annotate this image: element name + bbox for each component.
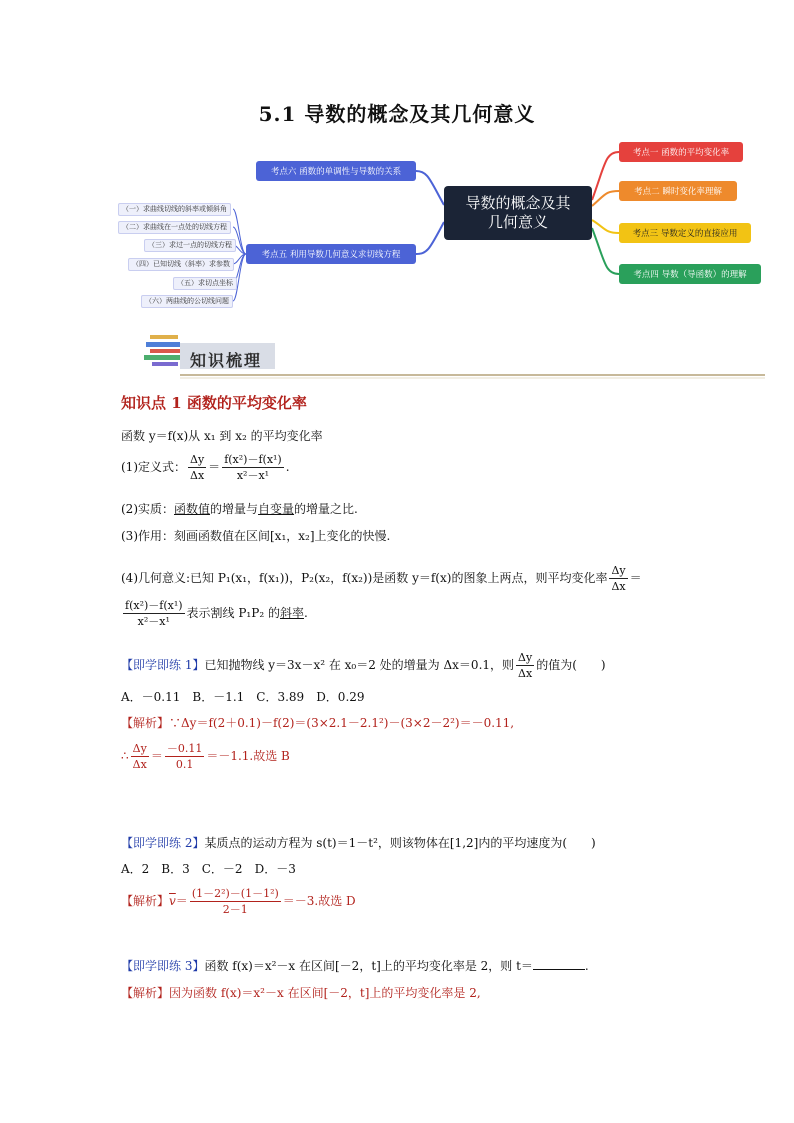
intro-line: 函数 y＝f(x)从 x₁ 到 x₂ 的平均变化率 [121,429,323,443]
mindmap-sub-6: （六）两曲线的公切线问题 [141,295,233,308]
fraction-secant: $\frac{\text{f(x²)－f(x¹)}}{\text{x²－x¹}}$ [125,599,183,628]
mindmap-sub-3: （三）求过一点的切线方程 [144,239,236,252]
mindmap-sub-1: （一）求曲线切线的斜率或倾斜角 [118,203,231,216]
exercise-1-solution-line-1: 【解析】∵Δy＝f(2＋0.1)－f(2)＝(3×2.1－2.1²)－(3×2－2²)＝－0.11, [121,716,515,730]
mindmap-node-k3: 考点三 导数定义的直接应用 [619,223,751,243]
exercise-2-question: 【即学即练 2】某质点的运动方程为 s(t)＝1－t²，则该物体在[1,2]内的平均速度为( ) [121,836,596,850]
mindmap-node-k5: 考点五 利用导数几何意义求切线方程 [246,244,416,264]
effect-line: (3)作用：刻画函数值在区间[x₁，x₂]上变化的快慢. [121,529,391,543]
fraction-ex1-sol-left: $\frac{\Delta y}{\Delta x}$ [132,742,147,771]
geometric-line-1: (4)几何意义:已知 P₁(x₁，f(x₁))，P₂(x₂，f(x₂))是函数 y＝f(x)的图象上两点，则平均变化率 $\frac{\Delta y}{\Delta x}$ ＝ [121,564,642,593]
exercise-1-tag: 【即学即练 1】 [121,658,205,672]
page-title: 5.1 导数的概念及其几何意义 [258,102,536,126]
exercise-2-solution-tag: 【解析】 [121,894,170,908]
exercise-2-tag: 【即学即练 2】 [121,836,205,850]
essence-line: (2)实质：函数值的增量与自变量的增量之比. [121,502,358,516]
geometric-line-2: $\frac{\text{f(x²)－f(x¹)}}{\text{x²－x¹}}$ 表示割线 P₁P₂ 的斜率. [125,599,308,628]
underline-slope: 斜率 [279,606,304,620]
exercise-1-question: 【即学即练 1】已知抛物线 y＝3x－x² 在 x₀＝2 处的增量为 Δx＝0.1，则 $\frac{\Delta y}{\Delta x}$ 的值为( ) [121,651,606,680]
fraction-ex2-sol: $\frac{\text{(1－2²)－(1－1²)}}{2-1}$ [191,887,279,916]
exercise-2-solution: 【解析】$\overline{v}=$ $\frac{\text{(1－2²)－(1－1²)}}{2-1}$ ＝－3.故选 D [121,887,356,916]
mindmap-node-k4: 考点四 导数（导函数）的理解 [619,264,761,284]
exercise-3-solution-tag: 【解析】 [121,986,170,1000]
mindmap-center-node [444,186,592,240]
exercise-1-options: A．－0.11 B．－1.1 C．3.89 D．0.29 [121,690,365,704]
mindmap-sub-2: （二）求曲线在一点处的切线方程 [118,221,231,234]
answer-blank [533,959,585,970]
fraction-definition: $\frac{\text{f(x²)－f(x¹)}}{\text{x²－x¹}}$ [224,453,282,482]
center-line-1: 导数的概念及其 [465,194,571,212]
exercise-3-solution: 【解析】因为函数 f(x)＝x²－x 在区间[－2，t]上的平均变化率是 2, [121,986,481,1000]
mindmap-sub-5: （五）求切点坐标 [173,277,237,290]
exercise-3-tag: 【即学即练 3】 [121,959,205,973]
underline-function-value: 函数值 [174,502,211,516]
center-line-2: 几何意义 [487,213,548,231]
exercise-3-question: 【即学即练 3】函数 f(x)＝x²－x 在区间[－2，t]上的平均变化率是 2，则 t＝ . [121,959,589,973]
mindmap-sub-4: （四）已知切线（斜率）求参数 [128,258,234,271]
knowledge-banner-label: 知识梳理 [190,351,263,370]
mindmap-node-k6: 考点六 函数的单调性与导数的关系 [256,161,416,181]
exercise-1-solution-line-2: ∴ $\frac{\Delta y}{\Delta x}$ ＝ $\frac{-0.11}{0.1}$ ＝－1.1.故选 B [121,742,290,771]
mindmap-node-k2: 考点二 瞬时变化率理解 [619,181,737,201]
exercise-1-solution-tag: 【解析】 [121,716,170,730]
mindmap-node-k1: 考点一 函数的平均变化率 [619,142,743,162]
fraction-ex1-q: $\frac{\Delta y}{\Delta x}$ [518,651,533,680]
definition-line: (1)定义式： $\frac{\Delta y}{\Delta x}$ ＝ $\frac{\text{f(x²)－f(x¹)}}{\text{x²－x¹}}$ . [121,453,290,482]
fraction-dy-dx: $\frac{\Delta y}{\Delta x}$ [190,453,205,482]
underline-independent-variable: 自变量 [258,502,295,516]
velocity-symbol: $\overline{v}$ [169,894,176,908]
exercise-2-options: A．2 B．3 C．－2 D．－3 [121,862,296,876]
section-heading: 知识点 1 函数的平均变化率 [121,394,307,412]
definition-prefix: (1)定义式： [121,460,186,474]
fraction-ex1-sol-right: $\frac{-0.11}{0.1}$ [166,742,203,771]
fraction-dy-dx-geo: $\frac{\Delta y}{\Delta x}$ [611,564,626,593]
